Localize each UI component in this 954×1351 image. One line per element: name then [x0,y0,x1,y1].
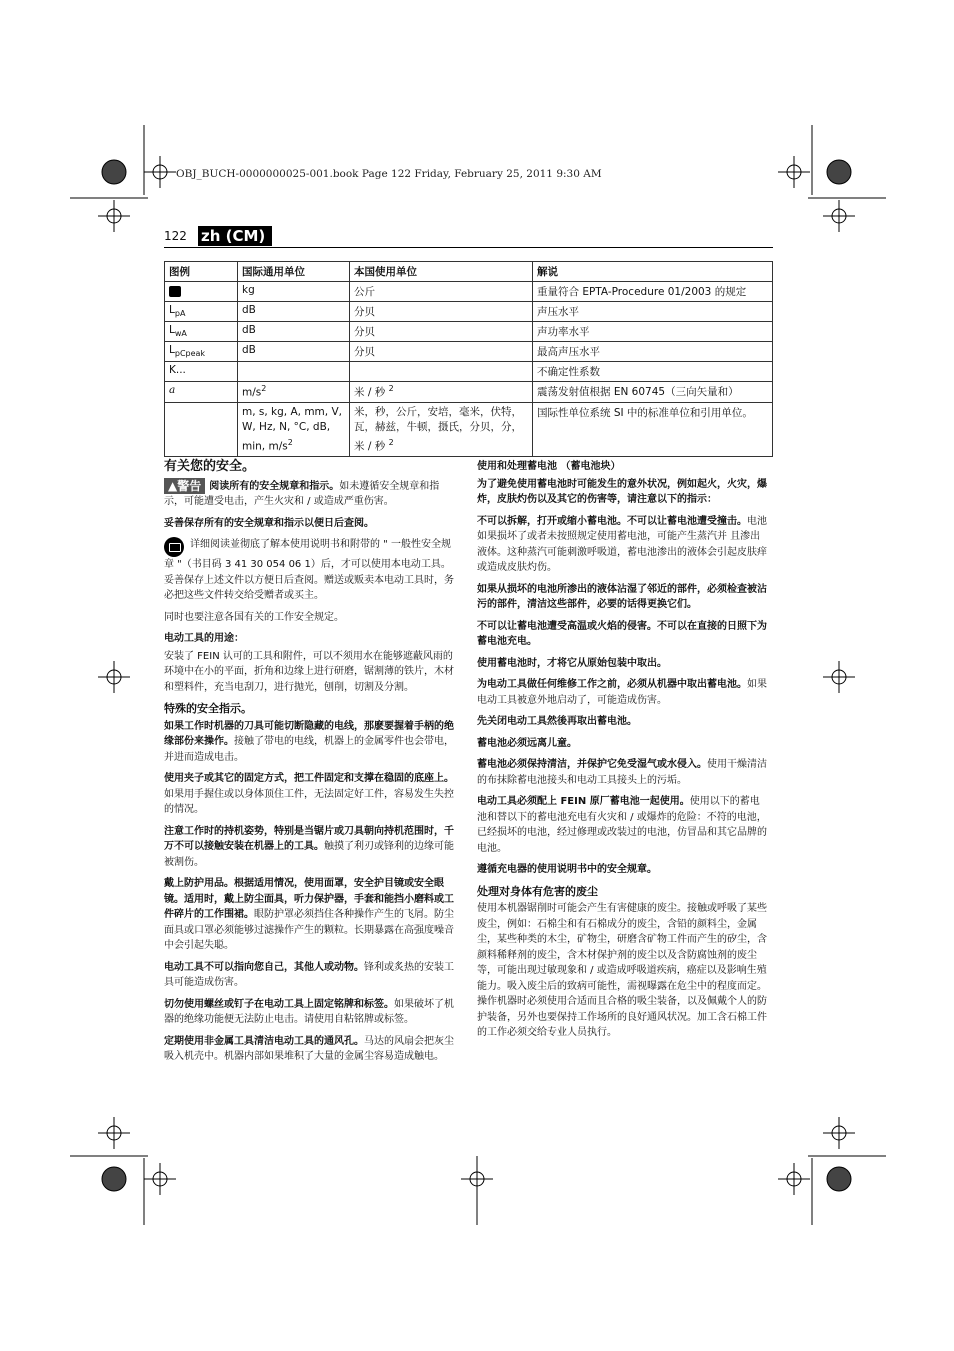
paragraph: 使用本机器锯削时可能会产生有害健康的废尘。接触或呼吸了某些废尘，例如：石棉尘和有石棉成分的废尘，含铅的颜料尘，金属尘，某些种类的木尘，矿物尘，研磨含矿物工件而产生的矽尘，含颜料稀释剂的废尘，含木材保护剂的废尘以及含防腐蚀剂的废尘等，可能出现过敏现象和 / 或造成呼吸道疾病，癌症以及影响生殖能力。吸入废尘后的致病可能性，需视曝露在危尘中的程度而定。操作机器时必须使用合适而且合格的吸尘装备，以及佩戴个人的防护装备，另外也要保持工作场所的良好通风状况。加工含石棉工件的工作必须交给专业人员执行。 [477,903,767,1038]
read-manual-icon [164,537,184,557]
table-cell: 米，秒，公斤，安培，毫米，伏特，瓦，赫兹，牛顿，摄氏，分贝，分，米 / 秒 $^2$ [350,402,533,457]
table-cell: K... [165,362,238,382]
paragraph: 妥善保存所有的安全规章和指示以便日后查阅。 [164,517,374,529]
table-header-row [165,262,773,282]
header-rule [164,247,773,248]
table-cell: m, s, kg, A, mm, V, W, Hz, N, °C, dB, min, $m/s^2$ [238,402,350,457]
paragraph: ▲警告 阅读所有的安全规章和指示。如未遵循安全规章和指示，可能遭受电击，产生火灾和 / 或造成严重伤害。 [164,478,440,507]
paragraph: 详细阅读並彻底了解本使用说明书和附带的 " 一般性安全规章 "（书目码 3 41 30 054 06 1）后，才可以使用本电动工具。妥善保存上述文件以方便日后查阅。赠送或贩卖本电动工具时，务必把这些文件转交给受赠者或买主。 [164,539,454,601]
table-cell: 最高声压水平 [533,342,773,362]
section-title: 有关您的安全。 [164,459,256,474]
table-cell [165,402,238,457]
table-header: 解说 [533,262,773,282]
table-cell: a [165,382,238,403]
paragraph: 不可以拆解，打开或缩小蓄电池。不可以让蓄电池遭受撞击。电池如果损坏了或者未按照规定使用蓄电池，可能产生蒸汽并 且渗出液体。这种蒸汽可能刺激呼吸道，蓄电池渗出的液体会引起皮肤痒或造成皮肤灼伤。 [477,515,767,573]
paragraph: 遵循充电器的使用说明书中的安全规章。 [477,864,657,875]
table-row [165,302,773,322]
paragraph: 如果从损坏的电池所渗出的液体沾湿了邻近的部件，必须检查被沾污的部件，清洁这些部件，必要的话得更换它们。 [477,583,767,610]
table-cell: dB [238,342,350,362]
table-row [165,342,773,362]
weight-icon [169,286,181,297]
subheading: 使用和处理蓄电池 （蓄电池块） [477,461,621,472]
paragraph: 定期使用非金属工具清洁电动工具的通风孔。马达的风扇会把灰尘吸入机壳中。机器内部如果堆积了大量的金属尘容易造成触电。 [164,1035,454,1062]
paragraph: 如果工作时机器的刀具可能切断隐藏的电线，那麽要握着手柄的绝缘部份来操作。接触了带电的电线，机器上的金属零件也会带电，并进而造成电击。 [164,720,454,763]
right-column [477,459,769,1047]
paragraph: 为电动工具做任何维修工作之前，必须从机器中取出蓄电池。如果电动工具被意外地启动了，可能造成伤害。 [477,679,767,706]
warning-label: ▲警告 [164,478,205,494]
table-header: 图例 [165,262,238,282]
table-cell: 分贝 [350,302,533,322]
paragraph: 注意工作时的持机姿势，特别是当锯片或刀具朝向持机范围时，千万不可以接触安装在机器上的工具。触摸了利刃或锋利的边缘可能被割伤。 [164,825,454,868]
paragraph: 切勿使用螺丝或钉子在电动工具上固定铭牌和标签。如果破坏了机器的绝缘功能便无法防止电击。请使用自粘铭牌或标签。 [164,998,454,1025]
units-table [164,261,773,457]
table-header: 国际通用单位 [238,262,350,282]
table-cell: 公斤 [350,282,533,302]
table-row [165,402,773,457]
language-tab: zh (CM) [198,226,272,246]
paragraph: 不可以让蓄电池遭受高温或火焰的侵害。不可以在直接的日照下为蓄电池充电。 [477,620,767,647]
table-header: 本国使用单位 [350,262,533,282]
table-cell: kg [238,282,350,302]
table-cell: $L_{wA}$ [165,322,238,342]
table-cell: $L_{pCpeak}$ [165,342,238,362]
paragraph: 电动工具不可以指向您自己，其他人或动物。锋利或炙热的安装工具可能造成伤害。 [164,961,454,988]
table-row [165,362,773,382]
page-number: 122 [164,229,187,243]
table-cell: 分贝 [350,342,533,362]
subheading: 处理对身体有危害的废尘 [477,884,598,898]
table-cell: $L_{pA}$ [165,302,238,322]
table-cell: dB [238,302,350,322]
table-cell [165,282,238,302]
paragraph: 使用蓄电池时，才将它从原始包装中取出。 [477,657,667,669]
paragraph: 戴上防护用品。根据适用情况，使用面罩，安全护目镜或安全眼镜。适用时，戴上防尘面具，听力保护器，手套和能挡小磨料或工件碎片的工作围裙。眼防护罩必须挡住各种操作产生的飞屑。防尘面具或口罩必须能够过滤操作产生的颗粒。长期暴露在高强度噪音中会引起失聪。 [164,878,454,951]
paragraph: 先关闭电动工具然後再取出蓄电池。 [477,716,637,727]
book-info-line: OBJ_BUCH-0000000025-001.book Page 122 Friday, February 25, 2011 9:30 AM [176,168,602,180]
table-row [165,282,773,302]
paragraph: 使用夹子或其它的固定方式，把工件固定和支撑在稳固的底座上。如果用手握住或以身体顶住工件，无法固定好工件，容易发生失控的情况。 [164,773,454,815]
table-cell: 米 / 秒 $^2$ [350,382,533,403]
table-cell: 国际性单位系统 SI 中的标准单位和引用单位。 [533,402,773,457]
table-cell: dB [238,322,350,342]
paragraph: 蓄电池必须远离儿童。 [477,737,577,749]
table-cell [238,362,350,382]
table-cell: $m/s^2$ [238,382,350,403]
paragraph: 安装了 FEIN 认可的工具和附件，可以不须用水在能够遮蔽风雨的环境中在小的平面，折角和边缘上进行研磨，锯割薄的铁片，木材和塑料件，充当电刮刀，进行抛光，刨削，切割及分割。 [164,650,454,693]
table-cell: 声功率水平 [533,322,773,342]
subheading: 电动工具的用途： [164,633,244,644]
table-cell: 分贝 [350,322,533,342]
table-row [165,322,773,342]
paragraph: 为了避免使用蓄电池时可能发生的意外状况，例如起火，火灾，爆炸，皮肤灼伤以及其它的伤害等，请注意以下的指示： [477,478,767,505]
table-cell [350,362,533,382]
paragraph: 蓄电池必须保持清洁，并保护它免受湿气或水侵入。使用干燥清洁的布抹除蓄电池接头和电动工具接头上的污垢。 [477,759,767,786]
left-column [164,459,454,1071]
paragraph: 同时也要注意各国有关的工作安全规定。 [164,611,344,623]
table-cell: 重量符合 EPTA-Procedure 01/2003 的规定 [533,282,773,302]
table-cell: 震荡发射值根据 EN 60745（三向矢量和） [533,382,773,403]
table-cell: 声压水平 [533,302,773,322]
paragraph: 电动工具必须配上 FEIN 原厂蓄电池一起使用。使用以下的蓄电池和替以下的蓄电池充电有火灾和 / 或爆炸的危险：不符的电池，已经损坏的电池，经过修理或改装过的电池，仿冒品和其它品牌的电池。 [477,796,767,854]
subheading: 特殊的安全指示。 [164,702,252,715]
table-cell: 不确定性系数 [533,362,773,382]
table-row [165,382,773,403]
